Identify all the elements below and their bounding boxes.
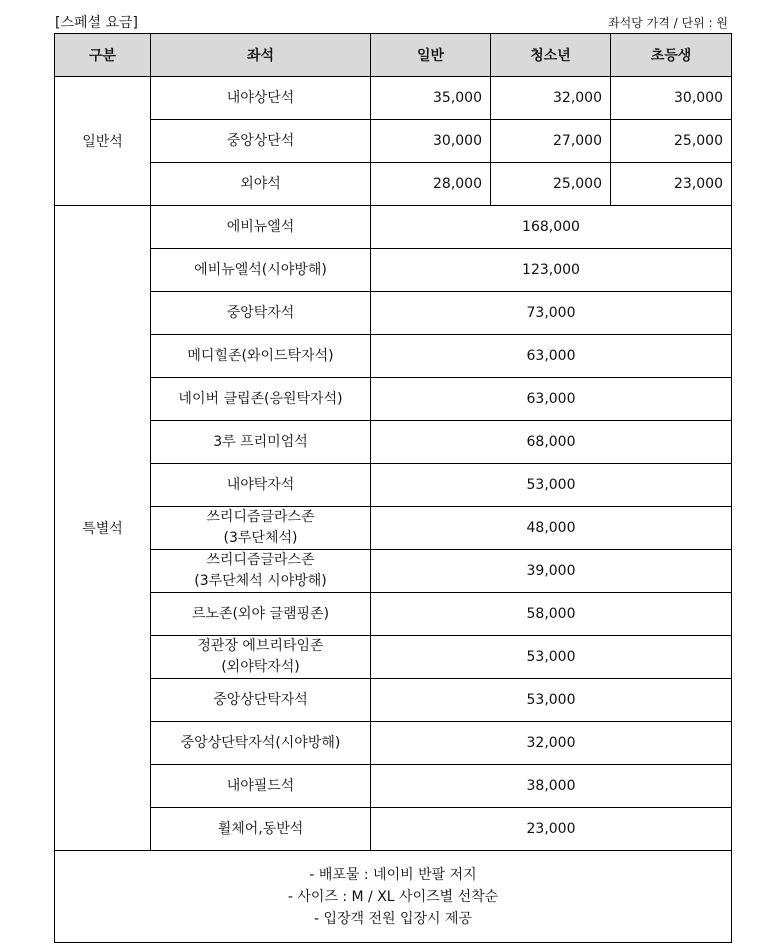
table-row (55, 206, 732, 249)
table-row (55, 722, 732, 765)
price-flat: 53,000 (371, 464, 732, 507)
price-flat: 73,000 (371, 292, 732, 335)
seat-name: 외야석 (151, 163, 371, 206)
table-row (55, 378, 732, 421)
seat-name: 에비뉴엘석(시야방해) (151, 249, 371, 292)
table-row (55, 636, 732, 679)
seat-name: 중앙탁자석 (151, 292, 371, 335)
seat-name: 에비뉴엘석 (151, 206, 371, 249)
column-header-adult: 일반 (371, 34, 491, 77)
seat-name-line: (외야탁자석) (221, 659, 300, 675)
price-youth: 25,000 (491, 163, 611, 206)
table-row (55, 464, 732, 507)
column-header-youth: 청소년 (491, 34, 611, 77)
column-header-category: 구분 (55, 34, 151, 77)
notes-row (55, 851, 732, 943)
note-line: - 입장객 전원 입장시 제공 (313, 910, 473, 927)
seat-name-line: (3루단체석 시야방해) (194, 573, 327, 589)
note-line: - 사이즈 : M / XL 사이즈별 선착순 (287, 888, 499, 905)
price-flat: 123,000 (371, 249, 732, 292)
price-adult: 28,000 (371, 163, 491, 206)
seat-name: 내야필드석 (151, 765, 371, 808)
seat-name: 중앙상단석 (151, 120, 371, 163)
price-child: 25,000 (611, 120, 732, 163)
price-flat: 48,000 (371, 507, 732, 550)
table-row (55, 292, 732, 335)
seat-name: 르노존(외야 글램핑존) (151, 593, 371, 636)
table-row (55, 77, 732, 120)
price-flat: 23,000 (371, 808, 732, 851)
table-row (55, 120, 732, 163)
price-flat: 168,000 (371, 206, 732, 249)
category-general: 일반석 (55, 77, 151, 206)
price-flat: 58,000 (371, 593, 732, 636)
table-row (55, 765, 732, 808)
table-body (55, 77, 732, 943)
unit-label: 좌석당 가격 / 단위 : 원 (608, 16, 728, 30)
table-row (55, 808, 732, 851)
table-row (55, 679, 732, 722)
seat-name: 네이버 클립존(응원탁자석) (151, 378, 371, 421)
seat-name: 내야탁자석 (151, 464, 371, 507)
seat-name: 휠체어,동반석 (151, 808, 371, 851)
price-flat: 63,000 (371, 335, 732, 378)
seat-name: 3루 프리미엄석 (151, 421, 371, 464)
table-row (55, 507, 732, 550)
price-youth: 32,000 (491, 77, 611, 120)
price-adult: 35,000 (371, 77, 491, 120)
table-row (55, 249, 732, 292)
note-line: - 배포물 : 네이비 반팔 저지 (309, 866, 477, 883)
price-flat: 53,000 (371, 679, 732, 722)
table-row (55, 593, 732, 636)
price-adult: 30,000 (371, 120, 491, 163)
seat-name: 중앙상단탁자석(시야방해) (151, 722, 371, 765)
header-row (55, 34, 732, 77)
price-flat: 32,000 (371, 722, 732, 765)
seat-name: 내야상단석 (151, 77, 371, 120)
column-header-child: 초등생 (611, 34, 732, 77)
table-row (55, 163, 732, 206)
seat-name: 메디힐존(와이드탁자석) (151, 335, 371, 378)
seat-name (151, 550, 371, 593)
notes-cell (55, 851, 732, 943)
seat-name (151, 507, 371, 550)
seat-name-line: (3루단체석) (223, 530, 298, 546)
price-child: 23,000 (611, 163, 732, 206)
seat-name-line: 쓰리디즘글라스존 (206, 509, 315, 525)
table-row (55, 421, 732, 464)
price-flat: 68,000 (371, 421, 732, 464)
price-table (54, 33, 732, 943)
price-flat: 63,000 (371, 378, 732, 421)
seat-name (151, 636, 371, 679)
price-flat: 53,000 (371, 636, 732, 679)
seat-name: 중앙상단탁자석 (151, 679, 371, 722)
seat-name-line: 정관장 에브리타임존 (197, 638, 324, 654)
table-row (55, 550, 732, 593)
column-header-seat: 좌석 (151, 34, 371, 77)
price-child: 30,000 (611, 77, 732, 120)
page-title: [스페셜 요금] (55, 15, 138, 31)
table-row (55, 335, 732, 378)
seat-name-line: 쓰리디즘글라스존 (206, 552, 315, 568)
price-flat: 39,000 (371, 550, 732, 593)
price-flat: 38,000 (371, 765, 732, 808)
category-special: 특별석 (55, 206, 151, 851)
price-youth: 27,000 (491, 120, 611, 163)
